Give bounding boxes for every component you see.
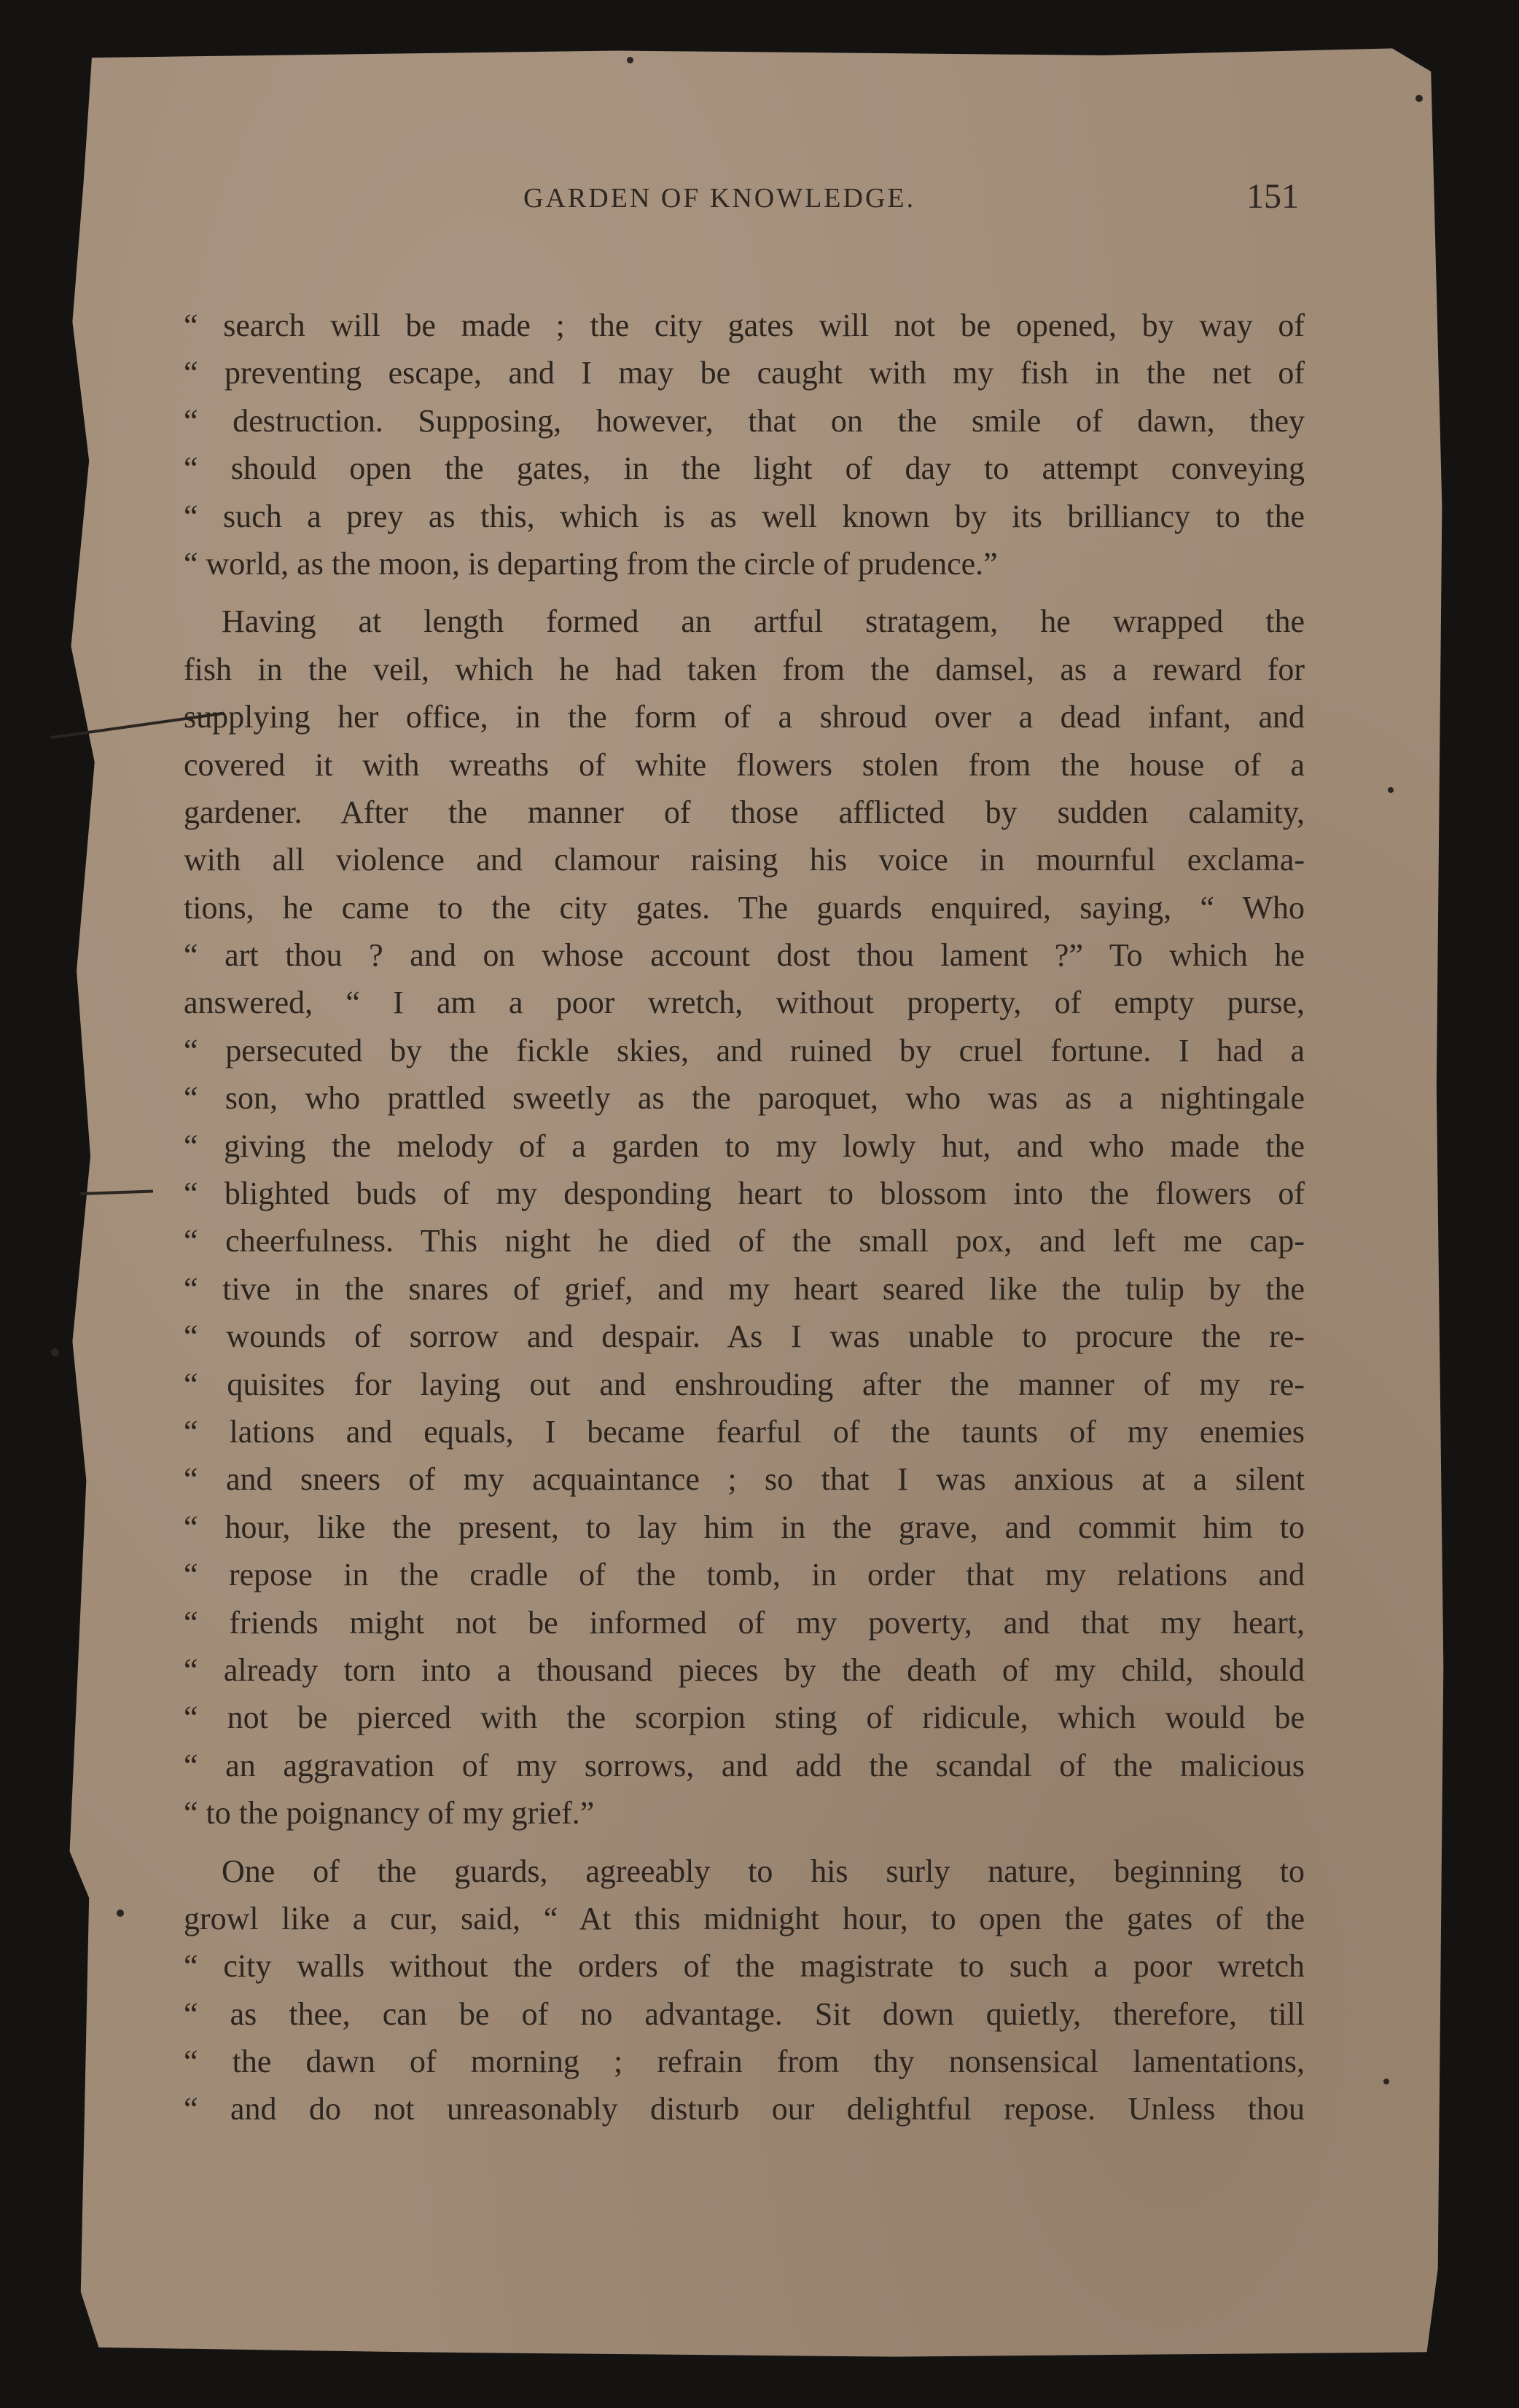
paper-blemish [117, 1909, 124, 1917]
paper-blemish [1415, 95, 1423, 102]
text-line: answered, “ I am a poor wretch, without property, of empty purse, [184, 985, 1305, 1021]
text-line: tions, he came to the city gates. The guards enquired, saying, “ Who [184, 889, 1305, 926]
running-head: GARDEN OF KNOWLEDGE. [523, 183, 916, 214]
text-line: “ should open the gates, in the light of day to attempt conveying [184, 450, 1305, 487]
text-line: “ to the poignancy of my grief.” [184, 1795, 595, 1832]
text-line: “ already torn into a thousand pieces by the death of my child, should [184, 1651, 1305, 1688]
text-line: “ search will be made ; the city gates will not be opened, by way of [184, 308, 1305, 343]
text-line: “ and do not unreasonably disturb our delightful repose. Unless thou [184, 2091, 1305, 2127]
text-line: One of the guards, agreeably to his surly nature, beginning to [222, 1853, 1305, 1889]
text-line: “ blighted buds of my desponding heart to blossom into the flowers of [184, 1176, 1305, 1212]
text-line: “ and sneers of my acquaintance ; so that I was anxious at a silent [184, 1461, 1305, 1498]
paragraph [184, 1848, 1305, 2133]
text-line: covered it with wreaths of white flowers stolen from the house of a [184, 746, 1305, 783]
text-line: “ art thou ? and on whose account dost thou lament ?” To which he [184, 937, 1305, 974]
text-line: “ as thee, can be of no advantage. Sit down quietly, therefore, till [184, 1995, 1305, 2032]
paper-blemish [1383, 2079, 1389, 2084]
text-line: “ quisites for laying out and enshrouding after the manner of my re- [184, 1366, 1305, 1402]
text-line: “ such a prey as this, which is as well known by its brilliancy to the [184, 498, 1305, 534]
text-line: growl like a cur, said, “ At this midnight hour, to open the gates of the [184, 1900, 1305, 1936]
page-number: 151 [1246, 177, 1299, 216]
page-header [0, 176, 1519, 235]
text-line: “ persecuted by the fickle skies, and ruined by cruel fortune. I had a [184, 1032, 1305, 1068]
text-line: supplying her office, in the form of a shroud over a dead infant, and [184, 699, 1305, 735]
paper-blemish [627, 57, 633, 63]
text-line: “ city walls without the orders of the magistrate to such a poor wretch [184, 1948, 1305, 1985]
text-line: “ preventing escape, and I may be caught with my fish in the net of [184, 355, 1305, 391]
paragraph [184, 598, 1305, 1837]
paper-blemish [1388, 787, 1394, 793]
text-line: “ repose in the cradle of the tomb, in order that my relations and [184, 1557, 1305, 1593]
text-line: “ son, who prattled sweetly as the paroquet, who was as a nightingale [184, 1080, 1305, 1117]
text-line: “ tive in the snares of grief, and my heart seared like the tulip by the [184, 1270, 1305, 1307]
text-line: “ the dawn of morning ; refrain from thy nonsensical lamentations, [184, 2044, 1305, 2080]
text-line: Having at length formed an artful stratagem, he wrapped the [222, 603, 1305, 640]
text-line: “ wounds of sorrow and despair. As I was unable to procure the re- [184, 1318, 1305, 1355]
text-line: “ giving the melody of a garden to my lowly hut, and who made the [184, 1127, 1305, 1164]
paper-blemish [51, 1348, 59, 1356]
text-line: “ friends might not be informed of my poverty, and that my heart, [184, 1604, 1305, 1641]
text-line: “ world, as the moon, is departing from the circle of prudence.” [184, 545, 998, 582]
text-line: with all violence and clamour raising his voice in mournful exclama- [184, 842, 1305, 878]
text-line: “ lations and equals, I became fearful of the taunts of my enemies [184, 1413, 1305, 1450]
text-line: “ cheerfulness. This night he died of the small pox, and left me cap- [184, 1223, 1305, 1259]
text-line: gardener. After the manner of those afflicted by sudden calamity, [184, 794, 1305, 830]
body-text [184, 302, 1305, 2133]
text-line: “ destruction. Supposing, however, that on the smile of dawn, they [184, 402, 1305, 439]
text-line: “ not be pierced with the scorpion sting of ridicule, which would be [184, 1700, 1305, 1736]
text-line: fish in the veil, which he had taken from the damsel, as a reward for [184, 651, 1305, 687]
text-line: “ an aggravation of my sorrows, and add the scandal of the malicious [184, 1747, 1305, 1783]
text-line: “ hour, like the present, to lay him in the grave, and commit him to [184, 1509, 1305, 1545]
paragraph [184, 302, 1305, 587]
